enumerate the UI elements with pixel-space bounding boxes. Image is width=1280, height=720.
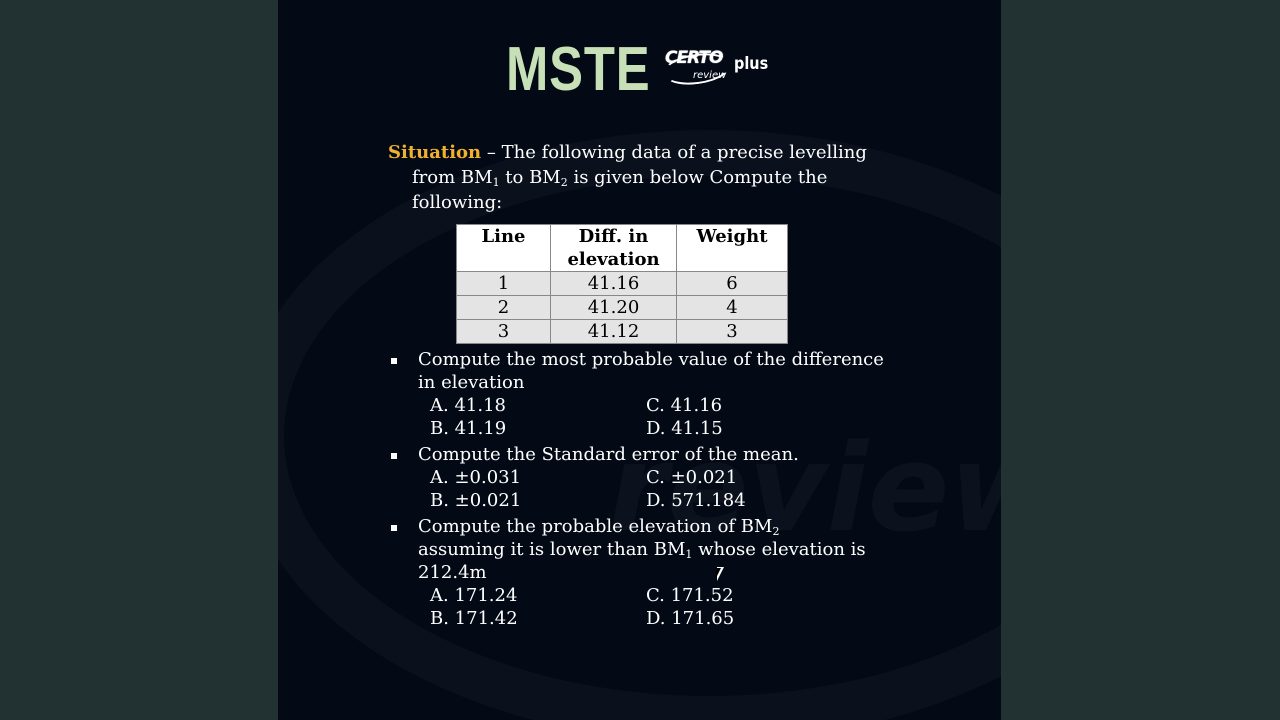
answer-choices [418,394,888,440]
levelling-table [456,224,788,344]
table-row: 3 41.12 3 [457,320,788,344]
table-row: 1 41.16 6 [457,272,788,296]
choice-d: D. 171.65 [646,608,735,629]
mouse-cursor-icon [717,567,724,581]
square-bullet-icon [391,525,397,531]
table-header-row [457,225,788,272]
slide [278,0,1001,720]
answer-choices [418,584,888,630]
situation-text: Situation – The following data of a precise levelling from $BM_1$ to $BM_2$ is given below Compute the following: [388,142,867,213]
logo-suffix: plus [734,54,769,74]
choice-b: B. ±0.021 [430,490,522,511]
choice-c: C. 171.52 [646,585,734,606]
square-bullet-icon [391,358,397,364]
choice-a: A. ±0.031 [430,467,522,488]
choice-b: B. 171.42 [430,608,518,629]
choice-c: C. ±0.021 [646,467,738,488]
choice-d: D. 41.15 [646,418,723,439]
choice-c: C. 41.16 [646,395,723,416]
choice-a: A. 171.24 [430,585,518,606]
situation-label: Situation [388,142,482,163]
question-2 [388,443,888,512]
question-text: Compute the Standard error of the mean. [418,444,799,465]
answer-choices [418,466,888,512]
choice-b: B. 41.19 [430,418,507,439]
choice-d: D. 571.184 [646,490,746,511]
table-row: 2 41.20 4 [457,296,788,320]
square-bullet-icon [391,453,397,459]
question-3 [388,515,888,630]
header-diff: Diff. in elevation [551,225,677,272]
certo-logo [663,48,773,88]
header-line: Line [457,225,551,272]
logo-wordmark: CERTO [665,48,723,68]
slide-title: MSTE [506,35,651,104]
question-text: Compute the probable elevation of $BM_2$ assuming it is lower than $BM_1$ whose elevation is 212.4m [418,516,866,583]
header-weight: Weight [677,225,788,272]
choice-a: A. 41.18 [430,395,506,416]
question-text: Compute the most probable value of the difference in elevation [418,349,884,393]
logo-tagline: review [693,70,727,81]
problem-content [388,140,888,630]
question-1 [388,348,888,440]
